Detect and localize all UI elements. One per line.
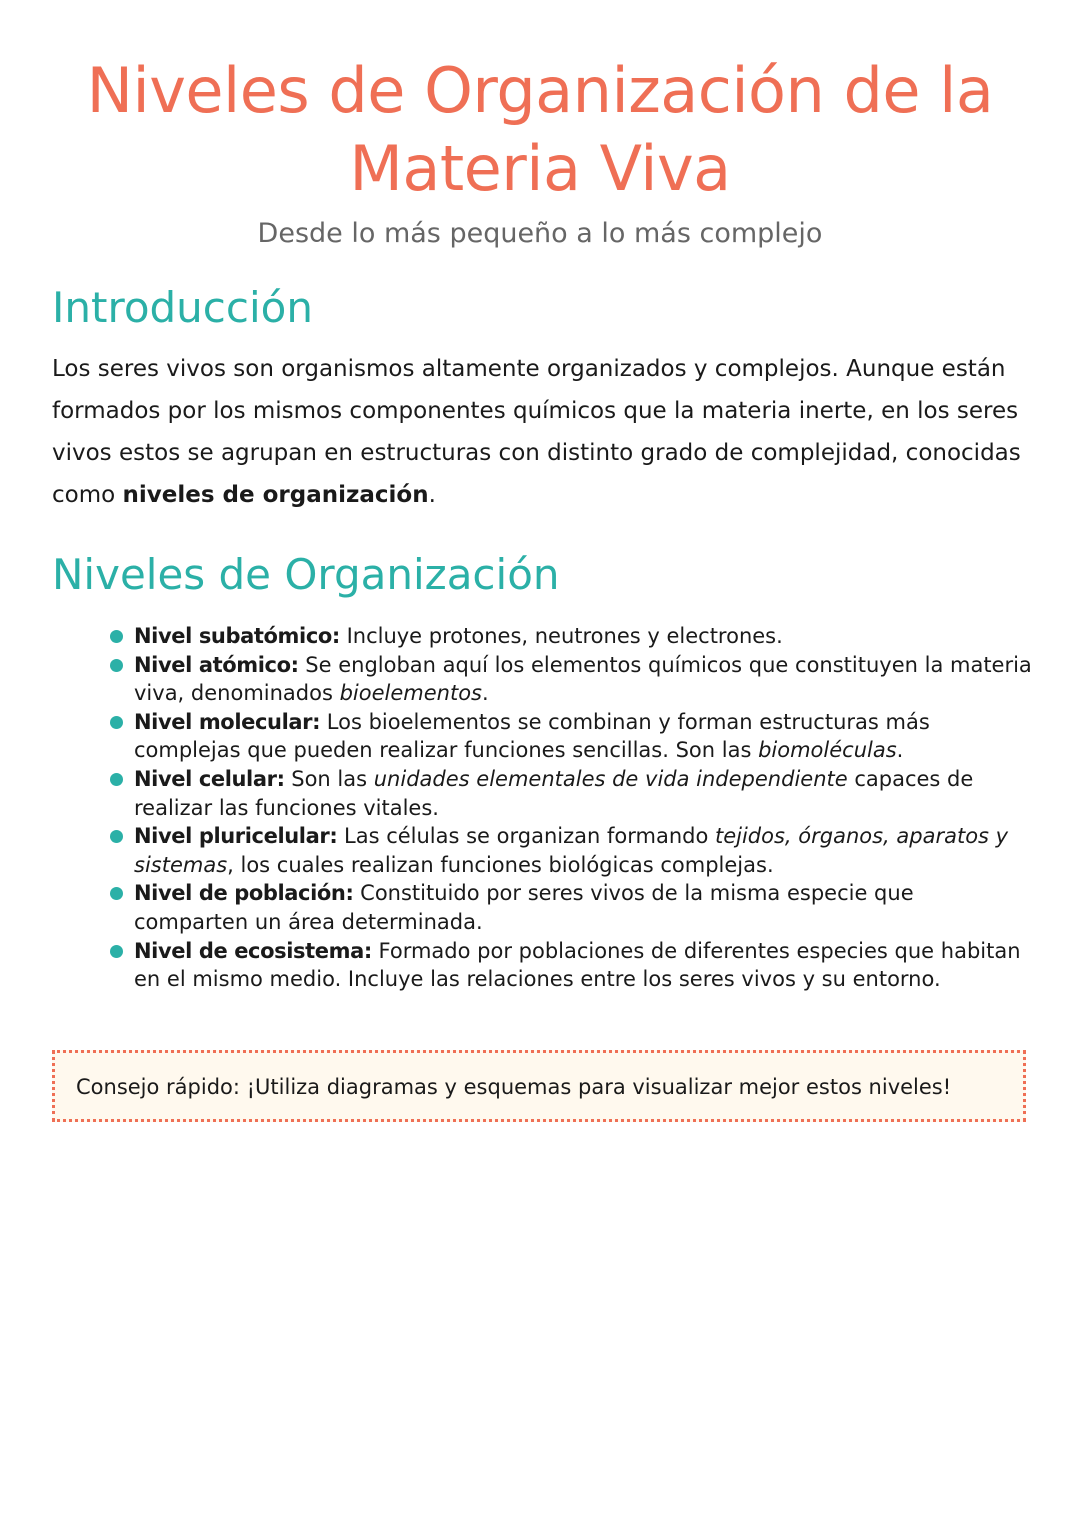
level-description: capaces de realizar las funciones vitales. [134, 766, 974, 820]
level-term: Nivel pluricelular: [134, 824, 338, 849]
level-item [108, 765, 1033, 822]
level-emphasis: unidades elementales de vida independiente [373, 766, 848, 791]
level-item [108, 879, 1033, 936]
level-term: Nivel subatómico: [134, 624, 340, 648]
bullet-dot-icon [110, 830, 123, 843]
level-term: Nivel celular: [134, 766, 285, 791]
levels-list [108, 622, 1033, 994]
level-term: Nivel molecular: [134, 709, 321, 734]
level-term: Nivel atómico: [134, 652, 299, 677]
level-description: , los cuales realizan funciones biológicas complejas. [227, 852, 774, 877]
intro-text: Los seres vivos son organismos altamente organizados y complejos. Aunque están formados por los mismos componentes químicos que la materia inerte, en los seres vivos estos se agrupan en estructuras con distinto grado de complejidad, conocidas como [52, 356, 1021, 508]
intro-paragraph [52, 348, 1042, 516]
bullet-dot-icon [110, 630, 123, 643]
tip-box [52, 1050, 1026, 1122]
level-term: Nivel de ecosistema: [134, 938, 372, 963]
level-item [108, 651, 1033, 708]
level-description: Constituido por seres vivos de la misma especie que comparten un área determinada. [134, 881, 914, 934]
level-description: . [482, 681, 489, 706]
bullet-dot-icon [110, 887, 123, 900]
intro-heading: Introducción [52, 283, 313, 332]
bullet-dot-icon [110, 773, 123, 786]
level-description: Se engloban aquí los elementos químicos que constituyen la materia viva, denominados [134, 652, 1032, 706]
level-description: Formado por poblaciones de diferentes especies que habitan en el mismo medio. Incluye las relaciones entre los seres vivos y su entorno. [134, 938, 1021, 992]
title-line-2: Materia Viva [349, 132, 731, 205]
level-item [108, 937, 1033, 994]
levels-heading: Niveles de Organización [52, 550, 560, 599]
level-description: Las células se organizan formando [337, 824, 715, 849]
title-line-1: Niveles de Organización de la [86, 54, 994, 127]
level-emphasis: biomoléculas [758, 738, 897, 763]
level-term: Nivel de población: [134, 881, 354, 906]
level-emphasis: bioelementos [339, 681, 482, 706]
level-item [108, 822, 1033, 879]
intro-key-term: niveles de organización [122, 482, 429, 508]
level-description: Los bioelementos se combinan y forman estructuras más complejas que pueden realizar funciones sencillas. Son las [134, 709, 930, 763]
level-description: Incluye protones, neutrones y electrones. [339, 624, 783, 648]
level-item [108, 622, 1033, 651]
level-description: . [896, 738, 904, 763]
level-item [108, 708, 1033, 765]
page-subtitle: Desde lo más pequeño a lo más complejo [257, 218, 823, 249]
bullet-dot-icon [110, 716, 123, 729]
bullet-dot-icon [110, 945, 123, 958]
level-emphasis: tejidos, órganos, aparatos y sistemas [134, 824, 1009, 877]
level-description: Son las [284, 766, 374, 791]
page-title [40, 52, 1040, 208]
tip-text: Consejo rápido: ¡Utiliza diagramas y esquemas para visualizar mejor estos niveles! [76, 1075, 952, 1099]
bullet-dot-icon [110, 659, 123, 672]
intro-text-end: . [428, 482, 436, 508]
